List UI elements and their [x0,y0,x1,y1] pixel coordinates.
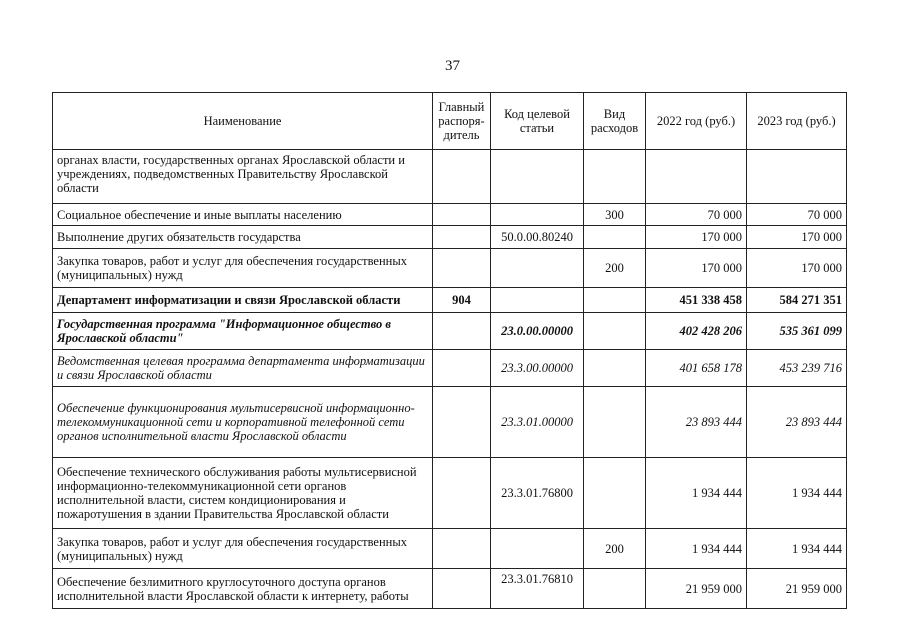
table-row [53,387,847,458]
row-admin [433,569,491,609]
row-name: Социальное обеспечение и иные выплаты населению [53,204,433,226]
row-name: органах власти, государственных органах Ярославской области и учреждениях, подведомственных Правительству Ярославской области [53,150,433,204]
row-2023: 584 271 351 [747,288,847,313]
table-row [53,529,847,569]
table-row [53,226,847,249]
row-admin [433,204,491,226]
row-2023: 170 000 [747,226,847,249]
row-code [491,150,584,204]
row-code: 23.3.01.00000 [491,387,584,458]
row-2023 [747,150,847,204]
row-type [584,350,646,387]
table-row [53,458,847,529]
row-type [584,569,646,609]
row-type [584,458,646,529]
row-admin [433,150,491,204]
row-2022: 70 000 [646,204,747,226]
row-2023: 1 934 444 [747,458,847,529]
row-2022: 1 934 444 [646,529,747,569]
row-admin: 904 [433,288,491,313]
row-type: 200 [584,529,646,569]
page-number: 37 [445,58,460,74]
row-code: 23.3.01.76800 [491,458,584,529]
table-row [53,150,847,204]
row-2023: 453 239 716 [747,350,847,387]
row-2023: 170 000 [747,249,847,288]
table-row [53,350,847,387]
row-2022: 21 959 000 [646,569,747,609]
row-admin [433,226,491,249]
row-type [584,150,646,204]
table-row [53,569,847,609]
row-name: Государственная программа "Информационное общество в Ярославской области" [53,313,433,350]
row-type [584,313,646,350]
row-2022: 451 338 458 [646,288,747,313]
row-code [491,529,584,569]
header-2023: 2023 год (руб.) [747,93,847,150]
row-code: 50.0.00.80240 [491,226,584,249]
table-row [53,313,847,350]
row-2022: 23 893 444 [646,387,747,458]
row-2023: 21 959 000 [747,569,847,609]
row-2022 [646,150,747,204]
row-code [491,204,584,226]
row-type [584,387,646,458]
row-name: Закупка товаров, работ и услуг для обеспечения государственных (муниципальных) нужд [53,529,433,569]
row-code: 23.3.01.76810 [491,569,584,609]
row-2022: 402 428 206 [646,313,747,350]
row-2022: 1 934 444 [646,458,747,529]
row-2023: 23 893 444 [747,387,847,458]
row-2023: 70 000 [747,204,847,226]
header-type: Вид расходов [584,93,646,150]
row-2023: 1 934 444 [747,529,847,569]
row-name: Обеспечение безлимитного круглосуточного доступа органов исполнительной власти Ярославской области к интернету, работы [53,569,433,609]
row-type: 300 [584,204,646,226]
row-name: Обеспечение функционирования мультисервисной информационно-телекоммуникационной сети и корпоративной телефонной сети органов исполнительной власти Ярославской области [53,387,433,458]
row-name: Выполнение других обязательств государства [53,226,433,249]
row-type: 200 [584,249,646,288]
row-admin [433,249,491,288]
row-code [491,249,584,288]
header-2022: 2022 год (руб.) [646,93,747,150]
row-2022: 170 000 [646,226,747,249]
table-row [53,249,847,288]
row-admin [433,313,491,350]
row-name: Департамент информатизации и связи Ярославской области [53,288,433,313]
row-code: 23.0.00.00000 [491,313,584,350]
header-name: Наименование [53,93,433,150]
row-admin [433,529,491,569]
row-type [584,226,646,249]
row-admin [433,350,491,387]
row-2022: 170 000 [646,249,747,288]
header-code: Код целевой статьи [491,93,584,150]
row-2022: 401 658 178 [646,350,747,387]
table-row [53,204,847,226]
budget-table [52,92,847,609]
row-name: Обеспечение технического обслуживания работы мультисервисной информационно-телекоммуникационной сети органов исполнительной власти, систем кондиционирования и пожаротушения в здании Правительства Ярославской области [53,458,433,529]
header-admin: Главный распоря-дитель [433,93,491,150]
row-code: 23.3.00.00000 [491,350,584,387]
header-row [53,93,847,150]
row-2023: 535 361 099 [747,313,847,350]
row-code [491,288,584,313]
row-admin [433,458,491,529]
row-name: Закупка товаров, работ и услуг для обеспечения государственных (муниципальных) нужд [53,249,433,288]
row-admin [433,387,491,458]
row-name: Ведомственная целевая программа департамента информатизации и связи Ярославской области [53,350,433,387]
row-type [584,288,646,313]
table-row [53,288,847,313]
